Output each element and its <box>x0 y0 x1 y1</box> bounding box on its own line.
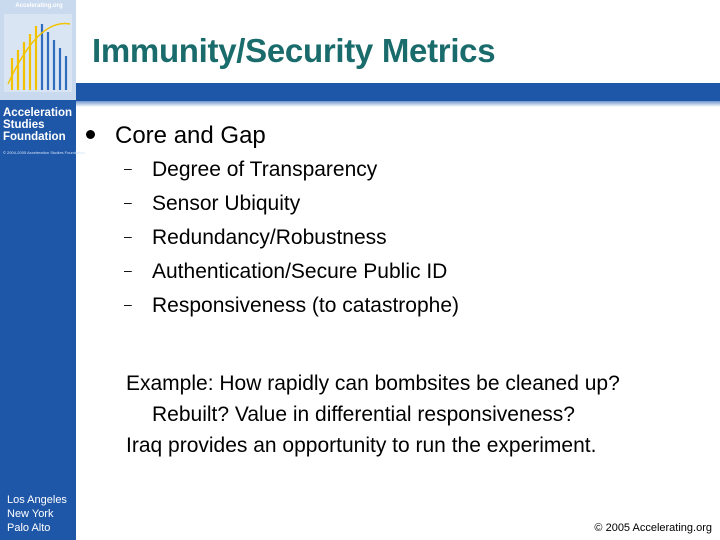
sub-bullet-list <box>124 158 459 328</box>
sub-bullet-item <box>124 294 459 328</box>
example-paragraph <box>126 368 716 461</box>
sub-bullet-item <box>124 158 459 192</box>
city-name: Los Angeles <box>7 494 67 506</box>
city-name: New York <box>7 508 54 520</box>
org-name-line: Acceleration <box>3 107 73 119</box>
dash-marker: – <box>124 228 132 245</box>
sub-bullet-text: Redundancy/Robustness <box>152 226 387 249</box>
org-name-line: Foundation <box>3 131 66 143</box>
header-divider-fade <box>76 101 720 107</box>
org-name-line: Studies <box>3 119 45 131</box>
example-line: Rebuilt? Value in differential responsiveness? <box>152 403 575 426</box>
sub-bullet-text: Sensor Ubiquity <box>152 192 301 215</box>
site-url-label: Accelerating.org <box>15 3 63 9</box>
city-list <box>7 493 87 535</box>
sub-bullet-item <box>124 192 459 226</box>
sub-bullet-text: Responsiveness (to catastrophe) <box>152 294 459 317</box>
footer-copyright: © 2005 Accelerating.org <box>594 522 712 534</box>
main-bullet <box>86 122 266 150</box>
city-name: Palo Alto <box>7 522 51 534</box>
dash-marker: – <box>124 262 132 279</box>
example-line: Iraq provides an opportunity to run the experiment. <box>126 434 597 457</box>
sub-bullet-item <box>124 226 459 260</box>
example-line: Example: How rapidly can bombsites be cleaned up? <box>126 372 620 395</box>
header-divider <box>76 83 720 101</box>
dash-marker: – <box>124 296 132 313</box>
dash-marker: – <box>124 194 132 211</box>
sub-bullet-item <box>124 260 459 294</box>
sub-bullet-text: Authentication/Secure Public ID <box>152 260 448 283</box>
sub-bullet-text: Degree of Transparency <box>152 158 378 181</box>
bullet-dot-icon <box>86 130 95 139</box>
main-bullet-text: Core and Gap <box>115 122 266 149</box>
org-name <box>3 107 75 143</box>
slide-title: Immunity/Security Metrics <box>92 32 496 69</box>
org-copyright: © 2004-2005 Acceleration Studies Foundation <box>3 150 85 155</box>
asf-logo-icon <box>4 14 72 92</box>
dash-marker: – <box>124 160 132 177</box>
